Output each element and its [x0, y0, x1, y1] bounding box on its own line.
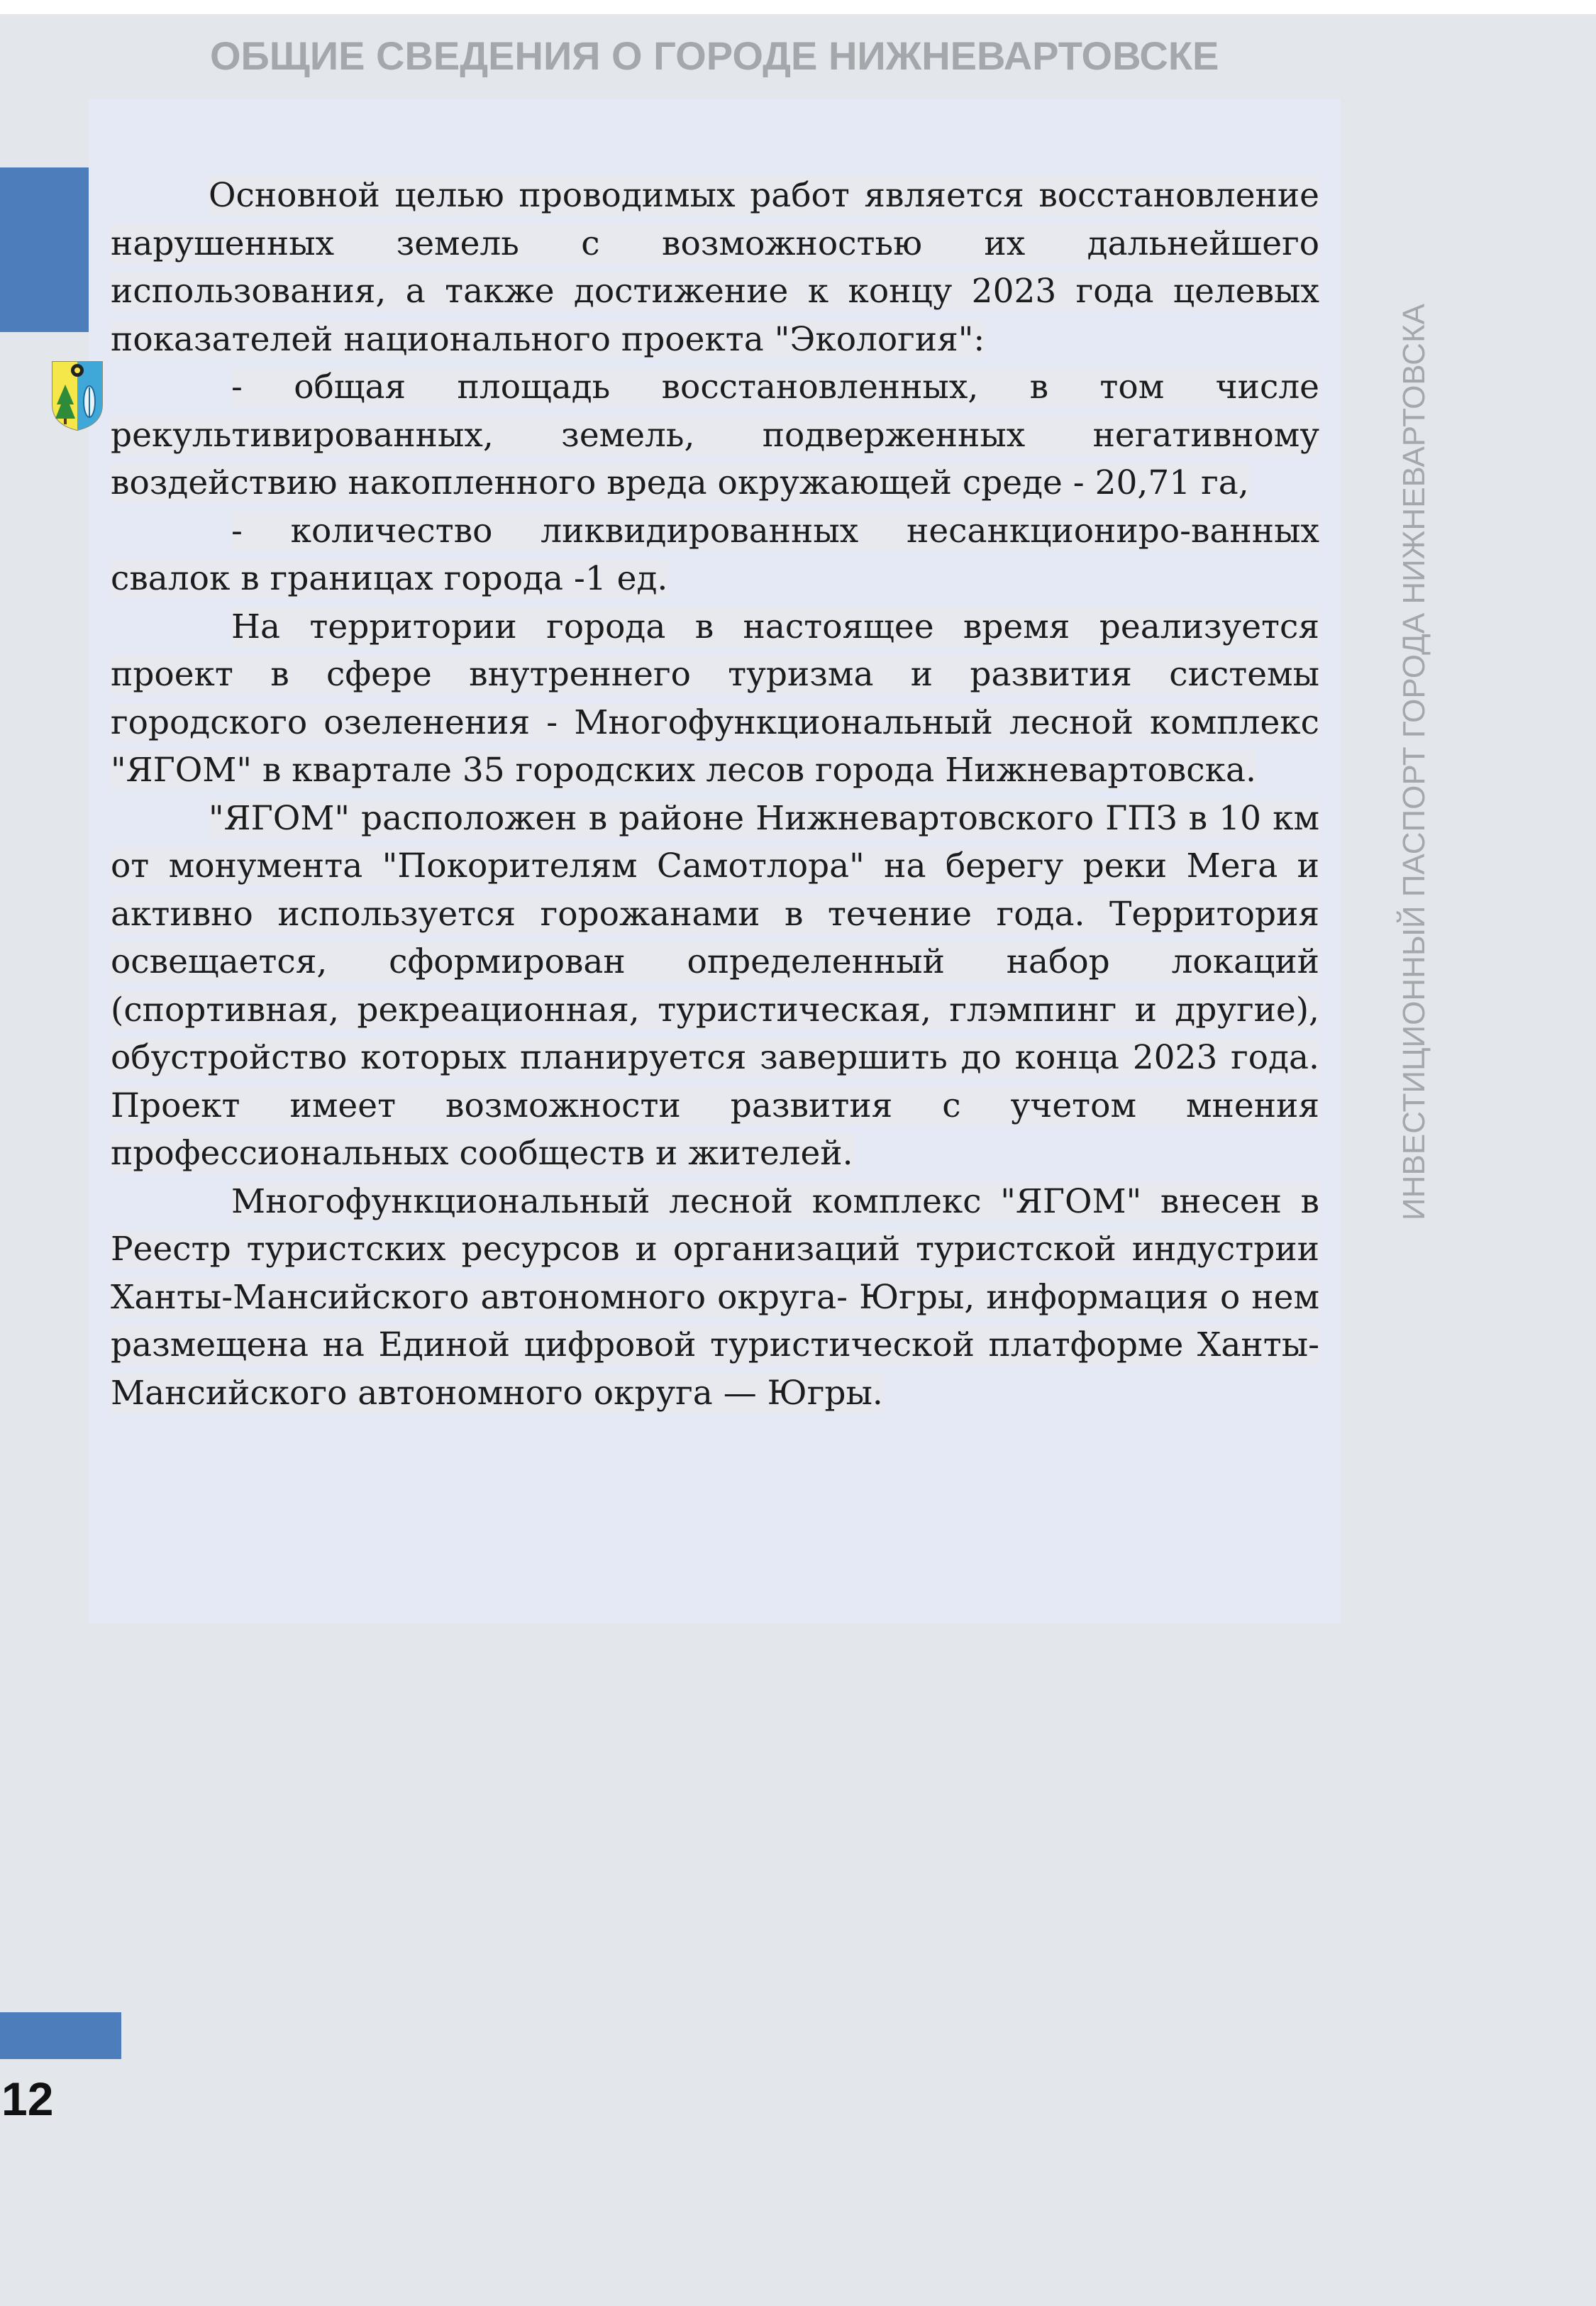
paragraph-text: Многофункциональный лесной комплекс "ЯГОМ" внесен в Реестр туристских ресурсов и организаций туристской индустрии Ханты-Мансийского автономного округа- Югры, информация о нем размещена на Единой цифровой туристической платформе Ханты-Мансийского автономного округа — Югры.: [111, 1181, 1319, 1413]
paragraph: [111, 172, 1319, 363]
paragraph-text: "ЯГОМ" расположен в районе Нижневартовского ГПЗ в 10 км от монумента "Покорителям Самотлора" на берегу реки Мега и активно используется горожанами в течение года. Территория освещается, сформирован определенный набор локаций (спортивная, рекреационная, туристическая, глэмпинг и другие), обустройство которых планируется завершить до конца 2023 года. Проект имеет возможности развития с учетом мнения профессиональных сообществ и жителей.: [111, 798, 1319, 1173]
list-item-text: - количество ликвидированных несанкциониро-ванных свалок в границах города -1 ед.: [111, 511, 1319, 598]
paragraph-text: На территории города в настоящее время реализуется проект в сфере внутреннего туризма и развития системы городского озеленения - Многофункциональный лесной комплекс "ЯГОМ" в квартале 35 городских лесов города Нижневартовска.: [111, 607, 1319, 790]
list-item: [111, 507, 1319, 603]
list-item: [111, 363, 1319, 507]
side-caption: ИНВЕСТИЦИОННЫЙ ПАСПОРТ ГОРОДА НИЖНЕВАРТОВСКА: [1397, 304, 1431, 1220]
body-text: [111, 172, 1319, 1417]
paragraph: [111, 795, 1319, 1178]
page-number: 12: [1, 2073, 54, 2125]
section-heading: ОБЩИЕ СВЕДЕНИЯ О ГОРОДЕ НИЖНЕВАРТОВСКЕ: [210, 33, 1219, 78]
list-item-text: - общая площадь восстановленных, в том числе рекультивированных, земель, подверженных негативному воздействию накопленного вреда окружающей среде - 20,71 га,: [111, 368, 1319, 502]
paragraph-text: Основной целью проводимых работ является восстановление нарушенных земель с возможностью их дальнейшего использования, а также достижение к концу 2023 года целевых показателей национального проекта "Экология":: [111, 176, 1319, 359]
paragraph: [111, 1178, 1319, 1418]
paragraph: [111, 603, 1319, 795]
accent-bar-bottom: [0, 2012, 121, 2059]
document-page: [0, 14, 1596, 2306]
accent-bar-top: [0, 167, 89, 332]
city-coat-of-arms-icon: [51, 360, 104, 431]
